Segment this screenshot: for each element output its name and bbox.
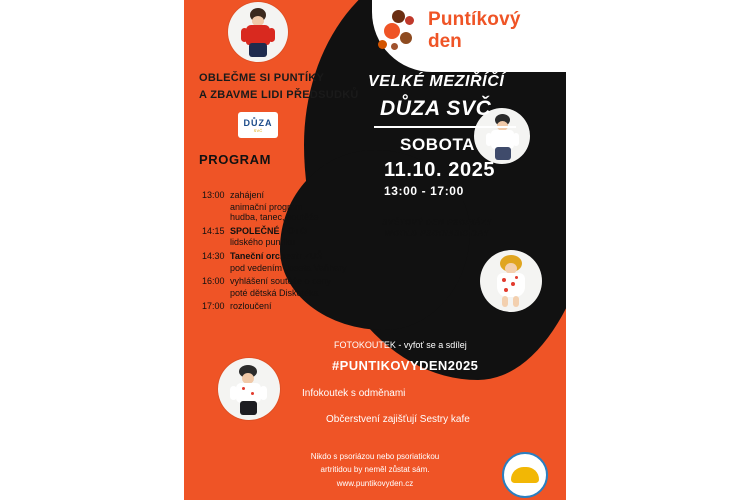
- schedule-time: 16:00: [202, 276, 225, 287]
- schedule-sub: poté dětská Diskotéka: [230, 287, 319, 298]
- schedule-desc: rozloučení: [230, 301, 272, 312]
- slogan-line2: A ZBAVME LIDI PŘEDSUDKŮ: [199, 89, 359, 101]
- event-date: 11.10. 2025: [384, 159, 496, 181]
- headline-divider: [374, 126, 516, 128]
- world-psoriasis-day-cs: SVĚTOVÝ DEN PSORIÁZY: [382, 218, 492, 227]
- doza-badge-line1: DŮZA: [243, 117, 273, 128]
- brand-name-line1: Puntíkový: [428, 9, 521, 30]
- headline-venue: DŮZA SVČ: [380, 97, 492, 120]
- dots-icon: [378, 10, 424, 56]
- schedule-desc: zahájení: [230, 190, 265, 200]
- event-time: 13:00 - 17:00: [384, 184, 464, 198]
- slogan-line1: OBLEČME SI PUNTÍKY: [199, 72, 325, 84]
- hashtag: #PUNTIKOVYDEN2025: [332, 358, 479, 373]
- world-psoriasis-day: [362, 218, 512, 240]
- photo-figure-lower-right: [480, 250, 542, 312]
- partner-badge-icon: [502, 452, 548, 498]
- headline-location: VELKÉ MEZIŘÍČÍ: [368, 73, 505, 90]
- program-title: PROGRAM: [199, 152, 272, 167]
- schedule-row: [202, 251, 382, 262]
- schedule-sub: lidského puntíku: [230, 237, 296, 248]
- footer-line1: Nikdo s psoriázou nebo psoriatickou: [310, 452, 440, 461]
- schedule-row: [202, 226, 382, 237]
- world-psoriasis-day-en: WORLD PSORIASIS DAY: [384, 228, 490, 238]
- schedule-time: 17:00: [202, 301, 225, 312]
- schedule-sub: hudba, tanec, soutěže: [230, 212, 319, 223]
- schedule-desc: Taneční orchestr ZUŠ: [230, 251, 323, 262]
- info-booth-text: Infokoutek s odměnami: [302, 388, 406, 399]
- poster: [184, 0, 566, 500]
- schedule-time: 14:30: [202, 251, 225, 262]
- doza-logo-badge: [238, 112, 278, 138]
- brand-logo: [376, 8, 552, 64]
- schedule-row: [202, 301, 382, 312]
- schedule-row: [202, 190, 382, 201]
- schedule-row: [202, 276, 382, 287]
- brand-name-line2: den: [428, 31, 462, 52]
- schedule-desc: SPOLEČNÉ FOTO: [230, 225, 307, 236]
- schedule-time: 14:15: [202, 225, 225, 236]
- schedule-time: 13:00: [202, 190, 225, 200]
- photo-figure-lower-left: [218, 358, 280, 420]
- footer-line2: artritidou by neměl zůstat sám.: [320, 465, 430, 474]
- event-day: SOBOTA: [400, 135, 476, 154]
- schedule-sub: pod vedením Josefa Vaňhary: [230, 262, 347, 273]
- refreshments-text: Občerstvení zajišťují Sestry kafe: [326, 414, 470, 425]
- footer-website: www.puntikovyden.cz: [336, 479, 414, 488]
- program-schedule: [202, 190, 382, 313]
- photobooth-text: FOTOKOUTEK - vyfoť se a sdílej: [334, 340, 467, 350]
- photo-figure-top-left: [228, 2, 288, 62]
- schedule-sub: animační program: [230, 201, 303, 212]
- schedule-desc: vyhlášení soutěže o ceny: [230, 276, 332, 287]
- doza-badge-line2: SVČ: [253, 127, 263, 133]
